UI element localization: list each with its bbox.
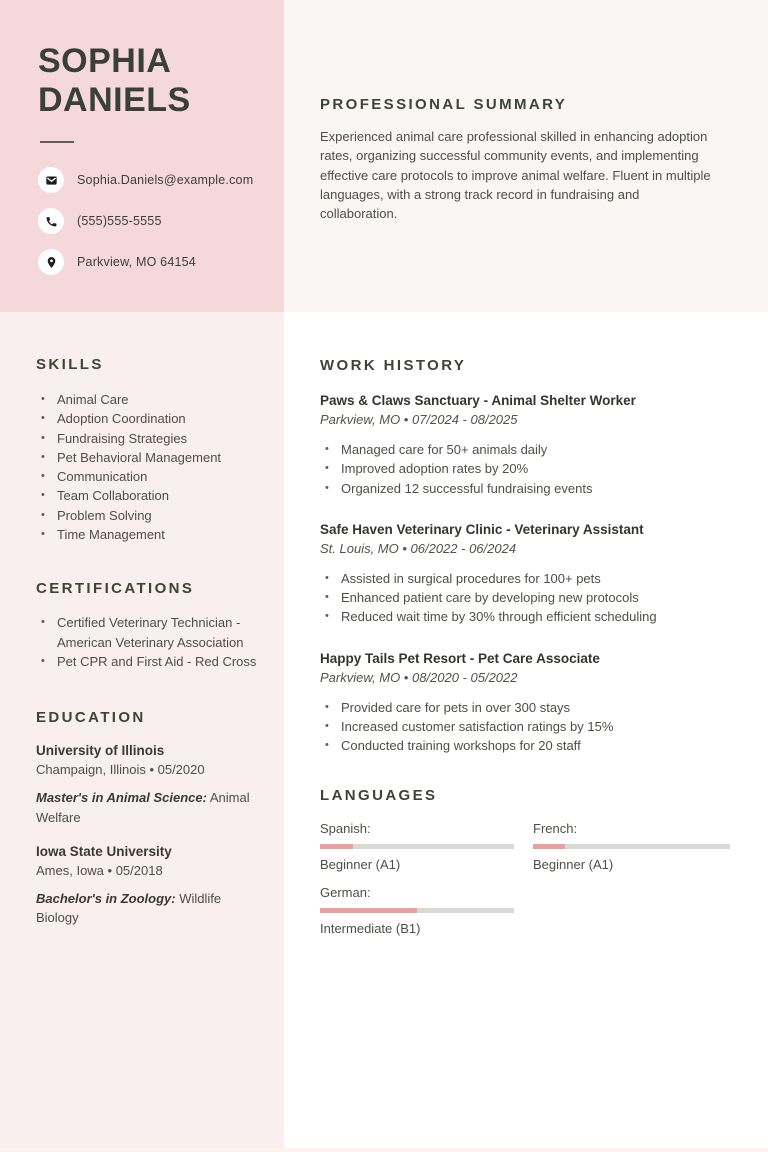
identity-block: [0, 0, 284, 312]
job-bullet: • Managed care for 50+ animals daily: [320, 440, 724, 459]
job-bullet: • Conducted training workshops for 20 staff: [320, 736, 724, 755]
contact-phone: (555)555-5555: [77, 214, 162, 228]
summary-section: [284, 0, 768, 312]
language-name: French:: [533, 820, 578, 836]
job-bullet: • Assisted in surgical procedures for 100+ pets: [320, 569, 724, 588]
skill-item: • Problem Solving: [36, 506, 260, 525]
name-divider: [40, 141, 74, 143]
languages-section: [284, 756, 768, 949]
job-title: Safe Haven Veterinary Clinic - Veterinary Assistant: [320, 521, 644, 537]
language-progress-fill: [533, 844, 565, 849]
education-entries: [36, 743, 260, 927]
job-bullet: • Improved adoption rates by 20%: [320, 459, 724, 478]
job-location-dates: Parkview, MO • 08/2020 - 05/2022: [320, 669, 518, 685]
language-item: [533, 821, 730, 872]
job-entries: [320, 393, 724, 756]
language-level: Beginner (A1): [320, 856, 401, 872]
certifications-list: [36, 613, 260, 671]
job-entry: [320, 651, 724, 756]
job-location-dates: Parkview, MO • 07/2024 - 08/2025: [320, 412, 518, 427]
certifications-section: [36, 580, 260, 671]
skill-item: • Animal Care: [36, 390, 260, 409]
contact-location: Parkview, MO 64154: [77, 255, 196, 269]
degree-title: Master's in Animal Science:: [36, 790, 207, 806]
summary-text: Experienced animal care professional skilled in enhancing adoption rates, organizing successful community events, and implementing effective care protocols to improve animal welfare. Fluent in multiple languages, with a strong track record in fundraising and collaboration.: [320, 129, 711, 222]
job-bullets: [320, 569, 724, 627]
skill-item: • Pet Behavioral Management: [36, 448, 260, 467]
job-title: Happy Tails Pet Resort - Pet Care Associate: [320, 650, 600, 666]
skill-item: • Communication: [36, 467, 260, 486]
job-bullets: [320, 698, 724, 756]
language-progress-track: [320, 844, 514, 849]
skill-item: • Fundraising Strategies: [36, 429, 260, 448]
job-bullet: • Organized 12 successful fundraising events: [320, 479, 724, 498]
phone-icon: [38, 208, 64, 234]
main-column: [284, 0, 768, 949]
language-progress-track: [320, 908, 514, 913]
certification-item: • Pet CPR and First Aid - Red Cross: [36, 652, 260, 671]
language-name: German:: [320, 884, 371, 900]
language-item: [320, 821, 514, 872]
language-progress-fill: [320, 844, 353, 849]
school-name: University of Illinois: [36, 743, 165, 759]
education-entry: [36, 743, 260, 827]
language-progress-fill: [320, 908, 417, 913]
location-pin-icon: [38, 249, 64, 275]
sidebar-body: [0, 312, 284, 927]
job-bullet: • Increased customer satisfaction ratings by 15%: [320, 717, 724, 736]
contact-block: [38, 167, 258, 275]
job-entry: [320, 522, 724, 627]
languages-heading: LANGUAGES: [320, 786, 438, 804]
email-icon: [38, 167, 64, 193]
summary-heading: PROFESSIONAL SUMMARY: [320, 96, 568, 113]
certification-item: • Certified Veterinary Technician - American Veterinary Association: [36, 613, 260, 652]
job-bullet: • Provided care for pets in over 300 stays: [320, 698, 724, 717]
skill-item: • Team Collaboration: [36, 486, 260, 505]
first-name: SOPHIA: [38, 42, 172, 80]
skills-list: [36, 390, 260, 544]
job-bullet: • Reduced wait time by 30% through efficient scheduling: [320, 607, 724, 626]
school-location-date: Ames, Iowa • 05/2018: [36, 862, 163, 878]
certifications-heading: CERTIFICATIONS: [36, 580, 195, 598]
sidebar: [0, 0, 284, 1152]
contact-phone-row: [38, 208, 258, 234]
degree-line: [36, 788, 260, 827]
school-name: Iowa State University: [36, 843, 172, 859]
skill-item: • Adoption Coordination: [36, 409, 260, 428]
degree-line: [36, 889, 260, 928]
language-level: Intermediate (B1): [320, 920, 421, 936]
degree-title: Bachelor's in Zoology:: [36, 890, 176, 906]
contact-email: Sophia.Daniels@example.com: [77, 173, 254, 187]
degree-field: Animal Welfare: [36, 790, 250, 825]
job-bullet: • Enhanced patient care by developing new protocols: [320, 588, 724, 607]
school-location-date: Champaign, Illinois • 05/2020: [36, 762, 205, 778]
contact-email-row: [38, 167, 258, 193]
job-title: Paws & Claws Sanctuary - Animal Shelter Worker: [320, 393, 636, 408]
education-section: [36, 709, 260, 927]
language-progress-track: [533, 844, 730, 849]
language-item: [320, 885, 514, 936]
candidate-name: [38, 42, 258, 120]
job-entry: [320, 393, 724, 498]
job-location-dates: St. Louis, MO • 06/2022 - 06/2024: [320, 540, 517, 556]
work-history-section: [284, 312, 768, 756]
last-name: DANIELS: [38, 81, 191, 119]
skills-heading: SKILLS: [36, 356, 104, 373]
skill-item: • Time Management: [36, 525, 260, 544]
languages-grid: [320, 821, 730, 949]
work-history-heading: WORK HISTORY: [320, 357, 467, 374]
skills-section: [36, 356, 260, 544]
language-level: Beginner (A1): [533, 856, 614, 872]
language-name: Spanish:: [320, 820, 371, 836]
job-bullets: [320, 440, 724, 498]
contact-location-row: [38, 249, 258, 275]
education-entry: [36, 844, 260, 928]
education-heading: EDUCATION: [36, 709, 146, 727]
degree-field: Wildlife Biology: [36, 890, 222, 926]
